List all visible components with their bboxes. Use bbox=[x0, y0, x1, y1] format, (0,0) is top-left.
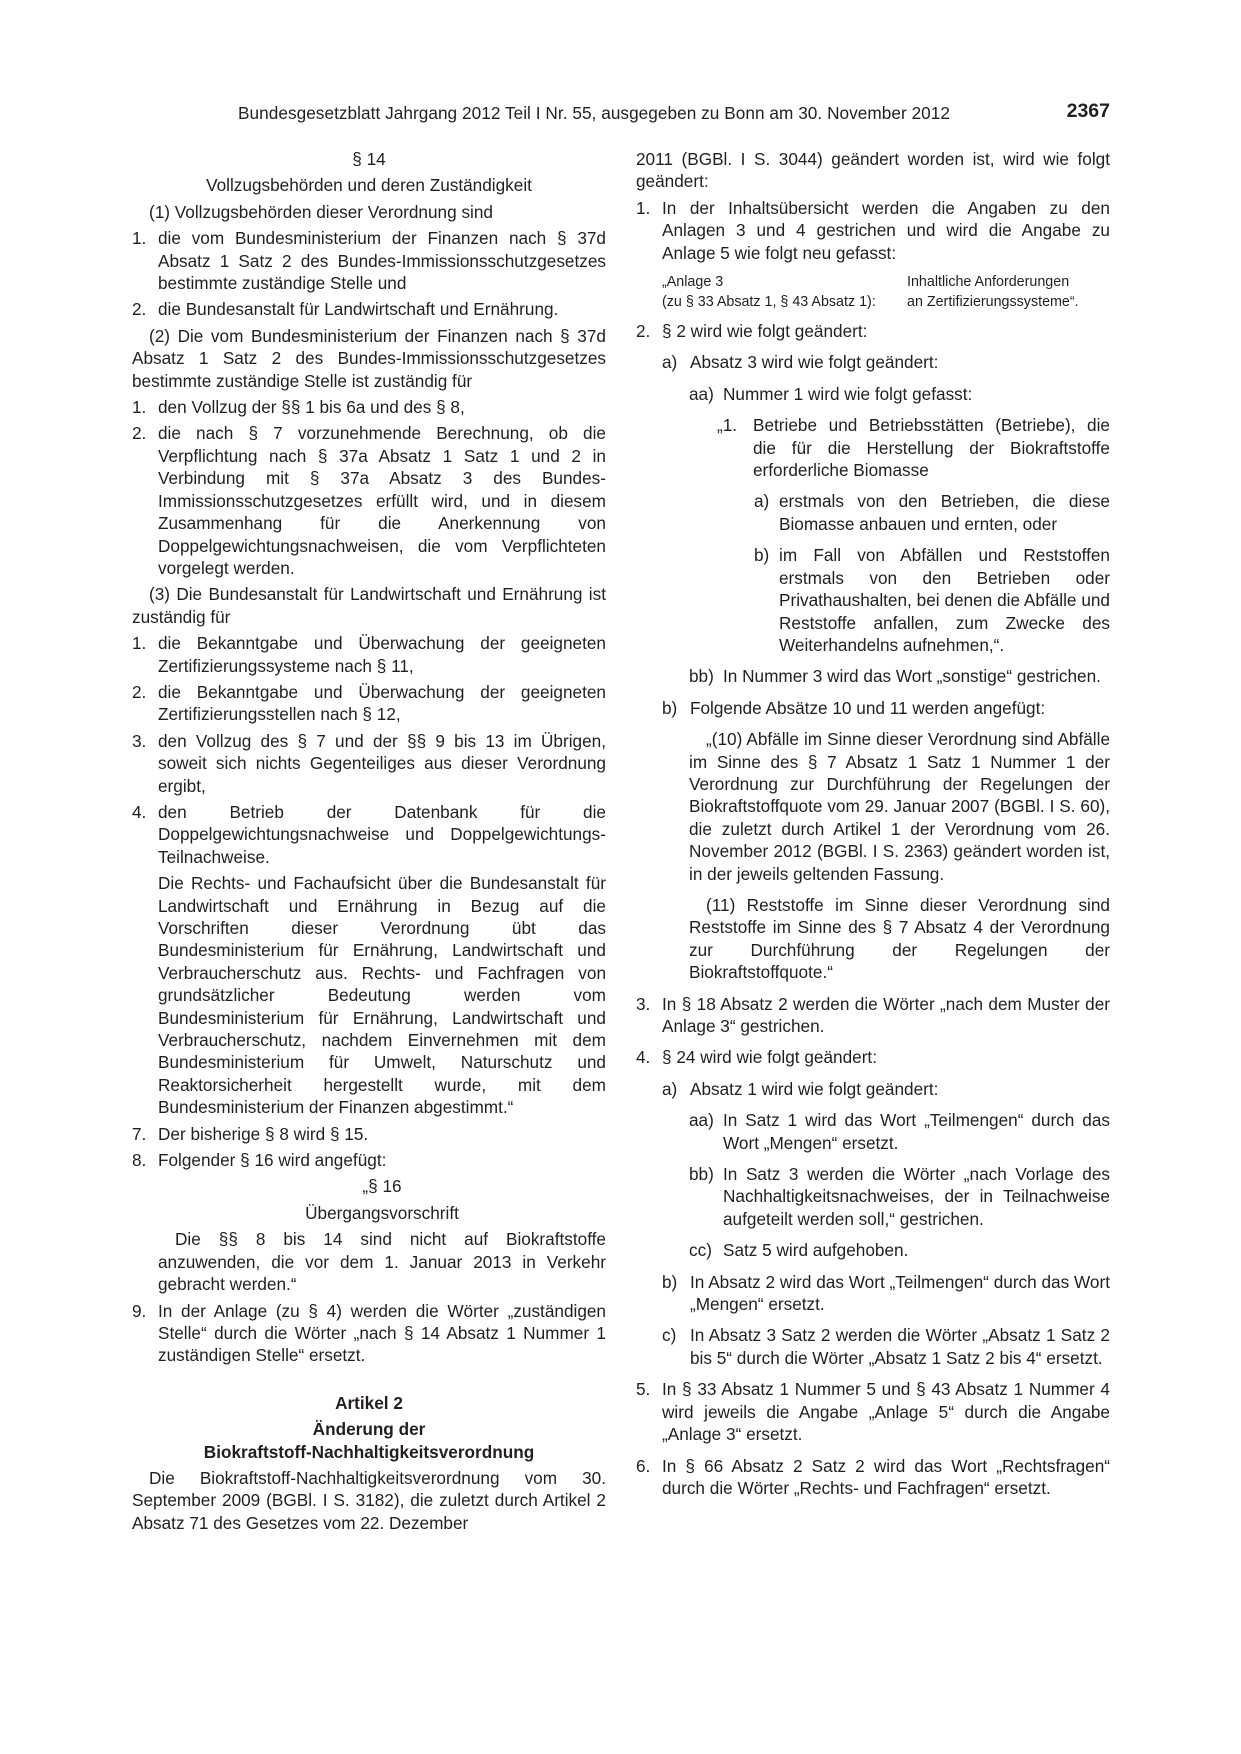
item-letter: b) bbox=[662, 1271, 678, 1292]
list-item bbox=[132, 1300, 606, 1367]
list-item bbox=[636, 1109, 1110, 1154]
item-text: In Nummer 3 wird das Wort „sonstige“ gestrichen. bbox=[723, 666, 1101, 687]
list-item bbox=[132, 422, 606, 579]
item-letter: c) bbox=[662, 1325, 677, 1346]
item-number: 7. bbox=[132, 1123, 147, 1144]
section-16-title: „§ 16 bbox=[362, 1176, 402, 1197]
list-item bbox=[132, 632, 606, 677]
item-text: Absatz 1 wird wie folgt geändert: bbox=[690, 1078, 939, 1099]
list-item bbox=[132, 298, 606, 320]
item-number: 1. bbox=[132, 633, 147, 654]
item-letter: b) bbox=[754, 545, 770, 566]
article-2-heading-line1: Änderung der bbox=[312, 1419, 426, 1440]
item-text: § 2 wird wie folgt geändert: bbox=[662, 321, 868, 342]
list-item bbox=[636, 1239, 1110, 1261]
item-letter: a) bbox=[662, 1078, 678, 1099]
list-item bbox=[132, 801, 606, 868]
absatz-10: „(10) Abfälle im Sinne dieser Verordnung sind Abfälle im Sinne des § 7 Absatz 1 Satz 1 Nummer 1 der Verordnung zur Durchführung der Regelungen der Biokraftstoffquote vom 29. Januar 2007 (BGBl. I S. 60), die zuletzt durch Artikel 1 der Verordnung vom 26. November 2012 (BGBl. I S. 2363) geändert worden ist, in der jeweils geltenden Fassung. bbox=[689, 729, 1110, 884]
item-text: Der bisherige § 8 wird § 15. bbox=[158, 1123, 369, 1144]
item-number: 3. bbox=[636, 993, 651, 1014]
list-item bbox=[636, 665, 1110, 687]
quoted-item bbox=[636, 414, 1110, 481]
list-item bbox=[132, 1149, 606, 1171]
item-text: In Satz 1 wird das Wort „Teilmengen“ durch das Wort „Mengen“ ersetzt. bbox=[723, 1110, 1110, 1153]
item-number: 9. bbox=[132, 1300, 147, 1321]
item-text: In der Inhaltsübersicht werden die Angaben zu den Anlagen 3 und 4 gestrichen und wird die Angabe zu Anlage 5 wie folgt neu gefasst: bbox=[662, 197, 1110, 263]
item-letter: bb) bbox=[689, 666, 714, 687]
item-text: In Absatz 3 Satz 2 werden die Wörter „Absatz 1 Satz 2 bis 5“ durch die Wörter „Absatz 1 Satz 2 bis 4“ ersetzt. bbox=[690, 1325, 1110, 1368]
item-text: In § 66 Absatz 2 Satz 2 wird das Wort „Rechtsfragen“ durch die Wörter „Rechts- und Fachfragen“ ersetzt. bbox=[662, 1455, 1110, 1498]
list-item bbox=[636, 993, 1110, 1038]
item-text: Absatz 3 wird wie folgt geändert: bbox=[690, 352, 939, 373]
item-letter: b) bbox=[662, 697, 678, 718]
list-item bbox=[636, 351, 1110, 373]
list-item bbox=[636, 1163, 1110, 1230]
item-letter: a) bbox=[662, 352, 678, 373]
item-text: In § 33 Absatz 1 Nummer 5 und § 43 Absatz 1 Nummer 4 wird jeweils die Angabe „Anlage 5“ durch die Angabe „Anlage 3“ ersetzt. bbox=[662, 1379, 1110, 1445]
item-text: § 24 wird wie folgt geändert: bbox=[662, 1047, 877, 1068]
list-item bbox=[132, 396, 606, 418]
toc-anlage-title-line1: Inhaltliche Anforderungen bbox=[907, 274, 1070, 291]
item-text: Satz 5 wird aufgehoben. bbox=[723, 1240, 909, 1261]
section-14-heading: Vollzugsbehörden und deren Zuständigkeit bbox=[206, 175, 532, 196]
item-text: die nach § 7 vorzunehmende Berechnung, ob die Verpflichtung nach § 37a Absatz 1 Satz 1 und 2 in Verbindung mit § 37a Absatz 3 des Bundes-Immissionsschutzgesetzes erfüllt wird, und in diesem Zusammenhang für die Anerkennung von Doppelgewichtungsnachweisen, die vom Verpflichteten vorgelegt werden. bbox=[158, 423, 606, 578]
item-text: Betriebe und Betriebsstätten (Betriebe), die die für die Herstellung der Biokraftstoffe erforderliche Biomasse bbox=[753, 415, 1110, 481]
article-2-heading-line2: Biokraftstoff-Nachhaltigkeitsverordnung bbox=[203, 1441, 535, 1462]
item-number: „1. bbox=[717, 415, 738, 436]
item-number: 8. bbox=[132, 1150, 147, 1171]
quoted-subitem bbox=[636, 490, 1110, 535]
left-column bbox=[132, 148, 606, 1534]
item-text: den Vollzug der §§ 1 bis 6a und des § 8, bbox=[158, 397, 465, 418]
toc-anlage-label: „Anlage 3 bbox=[662, 274, 724, 291]
header-text: Bundesgesetzblatt Jahrgang 2012 Teil I Nr. 55, ausgegeben zu Bonn am 30. November 2012 bbox=[238, 103, 951, 123]
item-text: den Vollzug des § 7 und der §§ 9 bis 13 im Übrigen, soweit sich nichts Gegenteiliges aus dieser Verordnung ergibt, bbox=[158, 730, 606, 796]
list-item bbox=[636, 1078, 1110, 1100]
item-text: In § 18 Absatz 2 werden die Wörter „nach dem Muster der Anlage 3“ gestrichen. bbox=[662, 993, 1110, 1036]
item-text: In Satz 3 werden die Wörter „nach Vorlage des Nachhaltigkeitsnachweises, der in Teilnachweise aufgeteilt werden soll,“ gestrichen. bbox=[723, 1164, 1110, 1229]
running-header bbox=[132, 100, 1110, 130]
section-16-text: Die §§ 8 bis 14 sind nicht auf Biokraftstoffe anzuwenden, die vor dem 1. Januar 2013 in Verkehr gebracht werden.“ bbox=[158, 1229, 606, 1295]
item-text: Nummer 1 wird wie folgt gefasst: bbox=[723, 383, 973, 404]
item-text: im Fall von Abfällen und Reststoffen erstmals von den Betrieben oder Privathaushalten, bei denen die Abfälle und Reststoffe anfallen, zum Zwecke des Weiterhandelns aufnehmen,“. bbox=[779, 545, 1110, 655]
item-text: die Bekanntgabe und Überwachung der geeigneten Zertifizierungsstellen nach § 12, bbox=[158, 681, 606, 725]
list-item bbox=[636, 1271, 1110, 1316]
item-text: Folgende Absätze 10 und 11 werden angefügt: bbox=[690, 697, 1046, 718]
item-letter: aa) bbox=[689, 1110, 714, 1131]
item-number: 2. bbox=[636, 321, 651, 342]
item-text: die Bekanntgabe und Überwachung der geeigneten Zertifizierungssysteme nach § 11, bbox=[158, 633, 606, 676]
article-2-intro: Die Biokraftstoff-Nachhaltigkeitsverordnung vom 30. September 2009 (BGBl. I S. 3182), die zuletzt durch Artikel 2 Absatz 71 des Gesetzes vom 22. Dezember bbox=[132, 1467, 606, 1533]
item-number: 2. bbox=[132, 423, 147, 444]
item-text: den Betrieb der Datenbank für die Doppelgewichtungsnachweise und Doppelgewichtungs-Teilnachweise. bbox=[158, 801, 606, 867]
list-item bbox=[636, 1324, 1110, 1369]
item-letter: cc) bbox=[689, 1240, 712, 1261]
item-number: 2. bbox=[132, 299, 147, 320]
item-number: 1. bbox=[636, 197, 651, 218]
list-item bbox=[132, 730, 606, 797]
article-2-intro-continued: 2011 (BGBl. I S. 3044) geändert worden ist, wird wie folgt geändert: bbox=[636, 149, 1110, 192]
item-letter: a) bbox=[754, 491, 770, 512]
article-2-title: Artikel 2 bbox=[335, 1392, 403, 1413]
list-item bbox=[636, 1455, 1110, 1500]
toc-entry-anlage-3 bbox=[636, 273, 1110, 313]
list-item bbox=[636, 697, 1110, 719]
toc-anlage-reference: (zu § 33 Absatz 1, § 43 Absatz 1): bbox=[662, 293, 876, 310]
item-number: 4. bbox=[132, 801, 147, 822]
item-text: In Absatz 2 wird das Wort „Teilmengen“ durch das Wort „Mengen“ ersetzt. bbox=[690, 1271, 1110, 1315]
item-number: 4. bbox=[636, 1047, 651, 1068]
item-number: 3. bbox=[132, 730, 147, 751]
list-item bbox=[636, 1378, 1110, 1445]
item-number: 5. bbox=[636, 1379, 651, 1400]
item-text: Folgender § 16 wird angefügt: bbox=[158, 1150, 387, 1171]
section-16-heading: Übergangsvorschrift bbox=[305, 1202, 459, 1223]
item-text: erstmals von den Betrieben, die diese Biomasse anbauen und ernten, oder bbox=[779, 491, 1110, 534]
aufsicht-paragraph: Die Rechts- und Fachaufsicht über die Bundesanstalt für Landwirtschaft und Ernährung in Bezug auf die Vorschriften dieser Verordnung übt das Bundesministerium für Ernährung, Landwirtschaft und Verbraucherschutz aus. Rechts- und Fachfragen von grundsätzlicher Bedeutung werden vom Bundesministerium für Ernährung, Landwirtschaft und Verbraucherschutz, nachdem Einvernehmen mit dem Bundesministerium für Umwelt, Naturschutz und Reaktorsicherheit hergestellt wurde, mit dem Bundesministerium der Finanzen abgestimmt.“ bbox=[158, 873, 606, 1118]
item-letter: aa) bbox=[689, 383, 714, 404]
absatz-2: (2) Die vom Bundesministerium der Finanzen nach § 37d Absatz 1 Satz 2 des Bundes-Immissionsschutzgesetzes bestimmte zuständige Stelle ist zuständig für bbox=[132, 325, 606, 391]
list-item bbox=[132, 227, 606, 294]
page-number: 2367 bbox=[1066, 100, 1110, 122]
toc-entry-right bbox=[907, 273, 1079, 312]
list-item bbox=[636, 320, 1110, 342]
right-column bbox=[636, 148, 1110, 1499]
item-text: In der Anlage (zu § 4) werden die Wörter „zuständigen Stelle“ durch die Wörter „nach § 14 Absatz 1 Nummer 1 zuständigen Stelle“ ersetzt. bbox=[158, 1300, 606, 1366]
item-number: 1. bbox=[132, 397, 147, 418]
list-item bbox=[636, 383, 1110, 405]
list-item bbox=[132, 1123, 606, 1145]
item-number: 6. bbox=[636, 1455, 651, 1476]
item-letter: bb) bbox=[689, 1164, 714, 1185]
list-item bbox=[636, 1046, 1110, 1068]
item-text: die vom Bundesministerium der Finanzen nach § 37d Absatz 1 Satz 2 des Bundes-Immissionsschutzgesetzes bestimmte zuständige Stelle und bbox=[158, 228, 606, 294]
section-14-title: § 14 bbox=[352, 149, 386, 169]
quoted-subitem bbox=[636, 544, 1110, 656]
absatz-1: (1) Vollzugsbehörden dieser Verordnung sind bbox=[149, 201, 493, 222]
toc-entry-left bbox=[662, 273, 876, 312]
toc-anlage-title-line2: an Zertifizierungssysteme“. bbox=[907, 293, 1079, 310]
list-item bbox=[132, 681, 606, 726]
absatz-11: (11) Reststoffe im Sinne dieser Verordnung sind Reststoffe im Sinne des § 7 Absatz 4 der Verordnung zur Durchführung der Regelungen der Biokraftstoffquote.“ bbox=[689, 894, 1110, 983]
item-number: 2. bbox=[132, 681, 147, 702]
absatz-3: (3) Die Bundesanstalt für Landwirtschaft und Ernährung ist zuständig für bbox=[132, 584, 606, 627]
item-text: die Bundesanstalt für Landwirtschaft und Ernährung. bbox=[158, 299, 559, 320]
list-item bbox=[636, 197, 1110, 264]
item-number: 1. bbox=[132, 228, 147, 249]
